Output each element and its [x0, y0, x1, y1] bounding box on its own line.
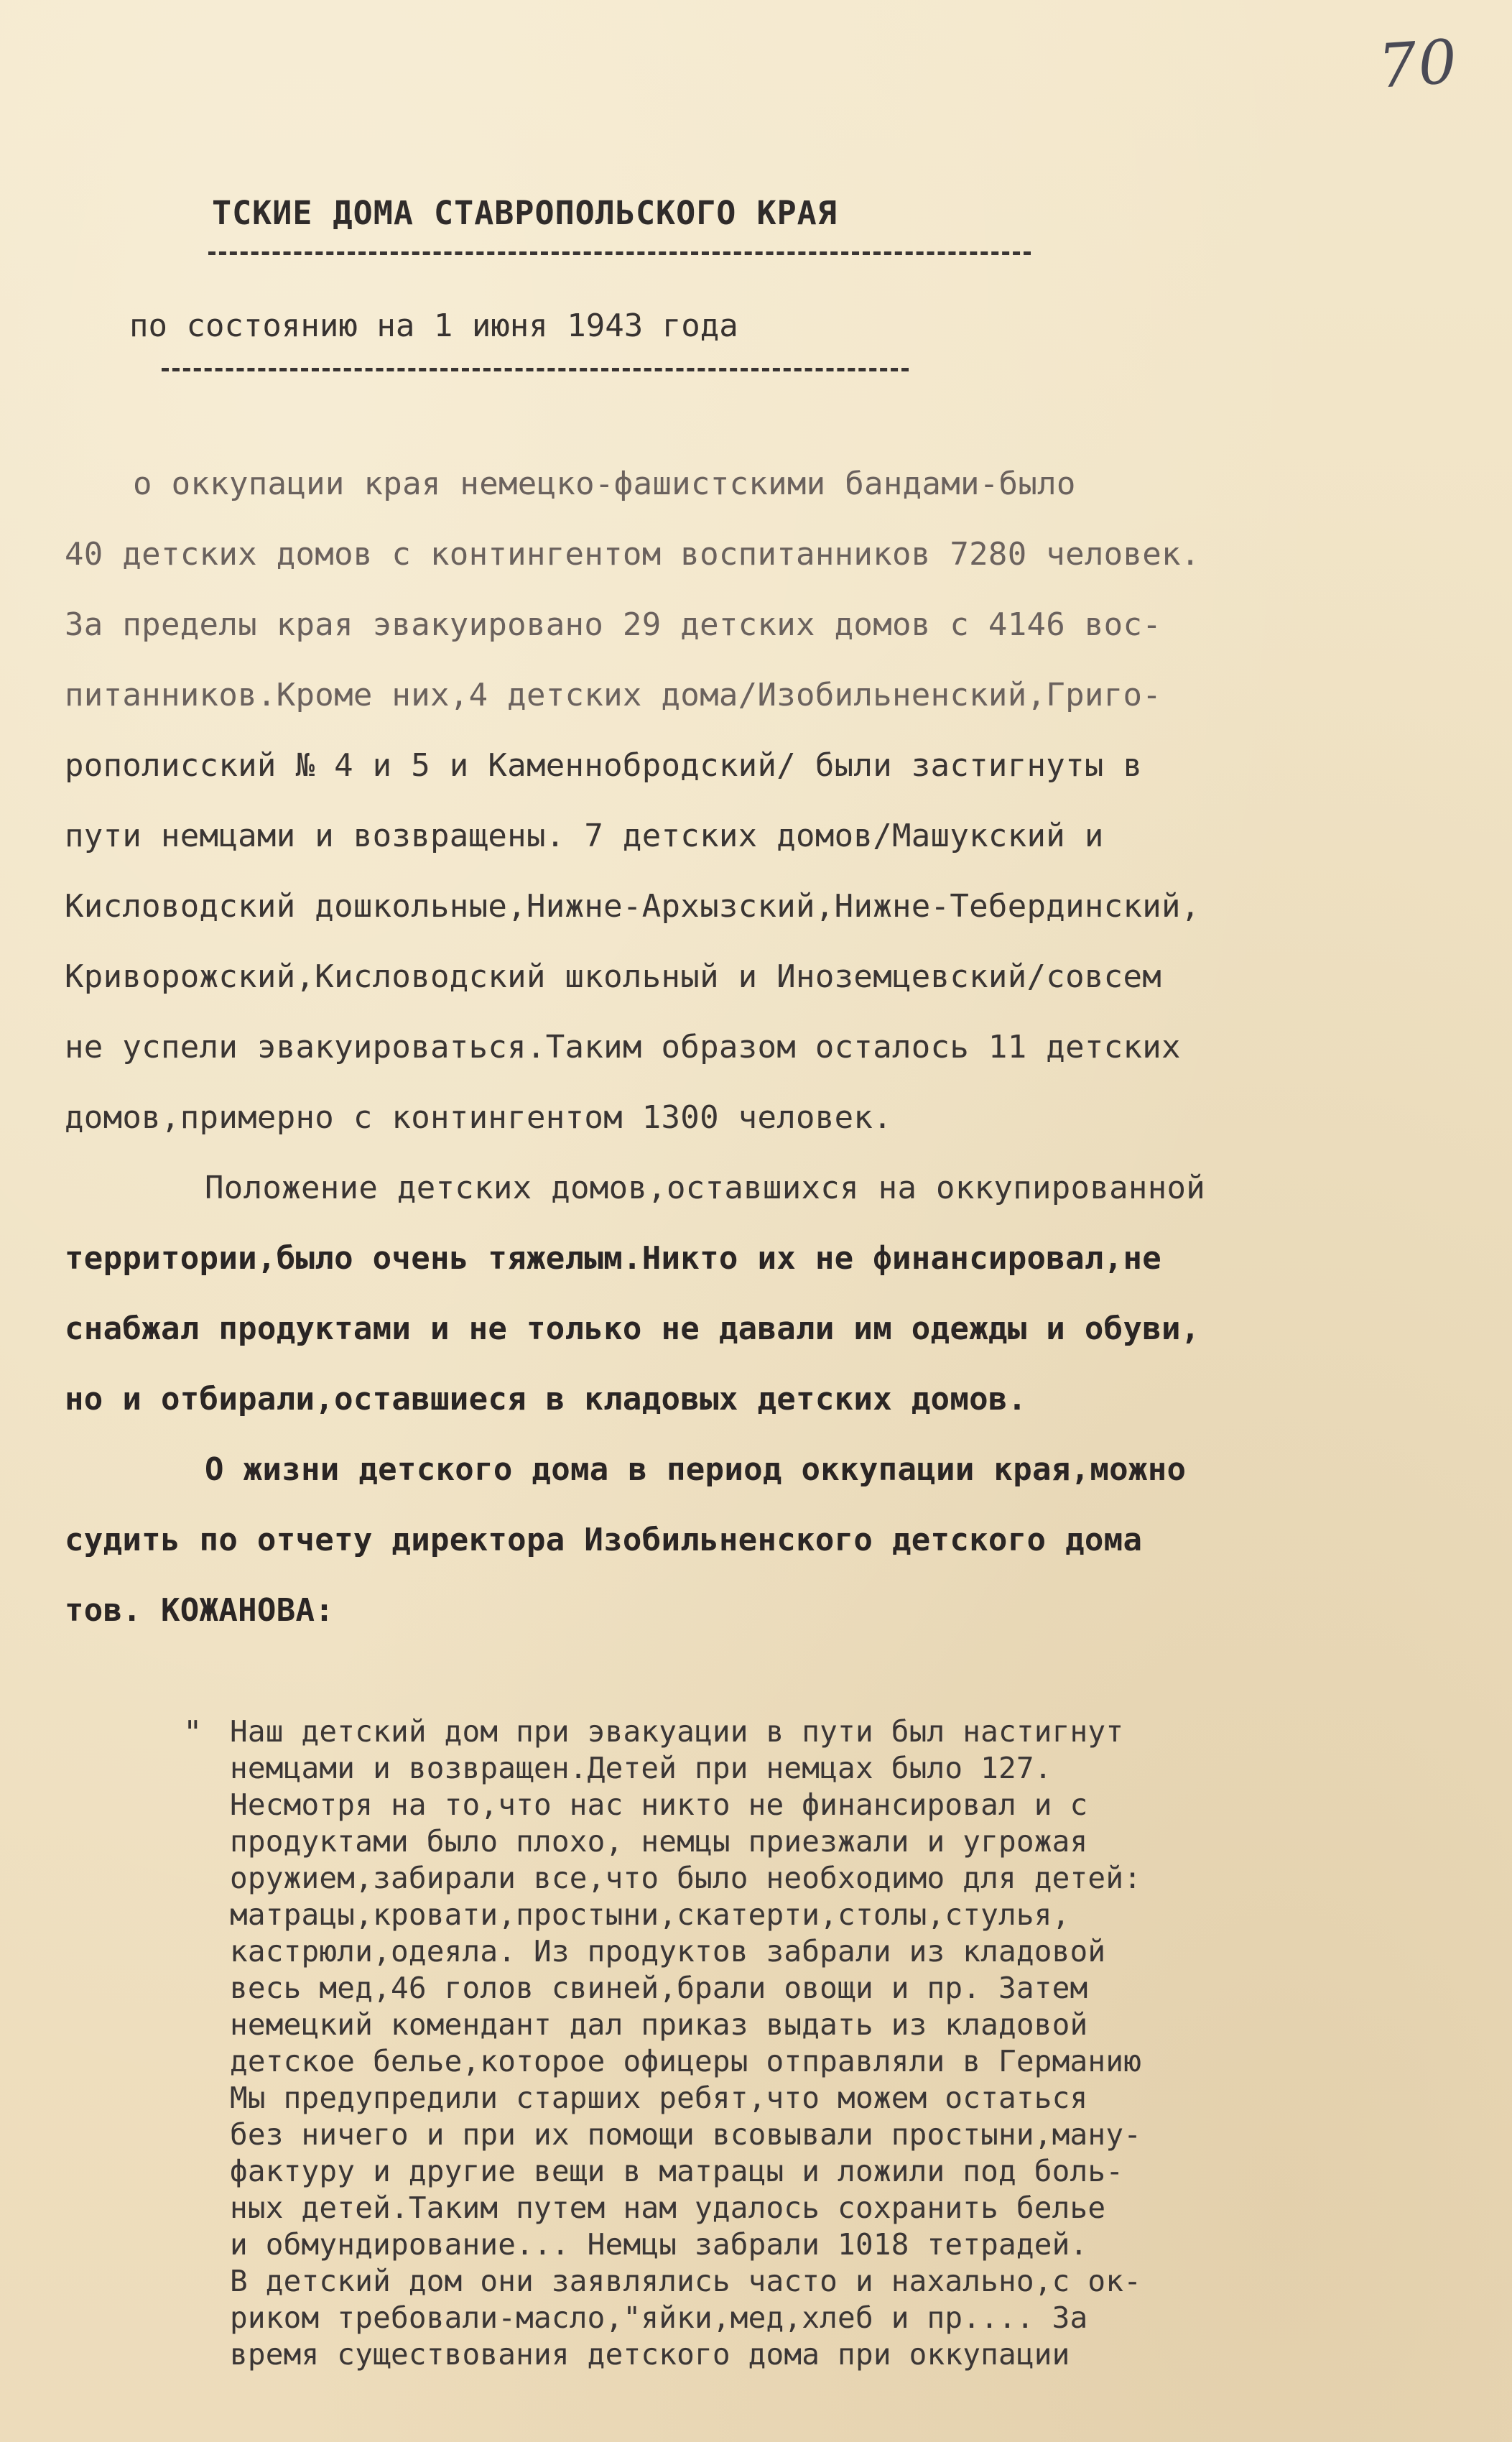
quote-line: немецкий комендант дал приказ выдать из кладовой [230, 2007, 1088, 2042]
quote-line: кастрюли,одеяла. Из продуктов забрали из кладовой [230, 1934, 1106, 1969]
text-line: О жизни детского дома в период оккупации края,можно [205, 1451, 1187, 1488]
quote-line: фактуру и другие вещи в матрацы и ложили под боль- [230, 2154, 1124, 2188]
quote-line: весь мед,46 голов свиней,брали овощи и пр. Затем [230, 1971, 1088, 2005]
quote-line: риком требовали-масло,"яйки,мед,хлеб и пр.... За [230, 2300, 1088, 2335]
quote-line: Наш детский дом при эвакуации в пути был настигнут [230, 1714, 1124, 1749]
text-line: тов. КОЖАНОВА: [65, 1592, 335, 1629]
text-line: 40 детских домов с контингентом воспитанников 7280 человек. [65, 536, 1200, 573]
text-line: Кисловодский дошкольные,Нижне-Архызский,Нижне-Тебердинский, [65, 888, 1200, 925]
text-line: домов,примерно с контингентом 1300 человек. [65, 1099, 892, 1136]
quoted-report [188, 1713, 1481, 2373]
quote-line: без ничего и при их помощи всовывали простыни,ману- [230, 2117, 1142, 2152]
quote-line: оружием,забирали все,что было необходимо для детей: [230, 1861, 1142, 1895]
text-line: Положение детских домов,оставшихся на оккупированной [205, 1170, 1206, 1206]
title-underline [208, 251, 1031, 255]
text-line: территории,было очень тяжелым.Никто их не финансировал,не [65, 1240, 1162, 1277]
text-line: Криворожский,Кисловодский школьный и Иноземцевский/совсем [65, 958, 1162, 995]
quote-line: Несмотря на то,что нас никто не финансировал и с [230, 1787, 1088, 1822]
text-line: о оккупации края немецко-фашистскими бандами-было [133, 466, 1076, 502]
text-line: снабжал продуктами и не только не давали им одежды и обуви, [65, 1310, 1200, 1347]
quote-line: продуктами было плохо, немцы приезжали и угрожая [230, 1824, 1088, 1859]
document-subtitle: по состоянию на 1 июня 1943 года [129, 307, 738, 344]
quote-line: и обмундирование... Немцы забрали 1018 тетрадей. [230, 2227, 1088, 2262]
folio-number: 70 [1376, 26, 1461, 102]
document-title: ТСКИЕ ДОМА СТАВРОПОЛЬСКОГО КРАЯ [212, 194, 838, 232]
quote-line: время существования детского дома при оккупации [230, 2337, 1070, 2372]
text-line: но и отбирали,оставшиеся в кладовых детских домов. [65, 1381, 1027, 1417]
quote-line: ных детей.Таким путем нам удалось сохранить белье [230, 2191, 1106, 2225]
quote-line: немцами и возвращен.Детей при немцах было 127. [230, 1751, 1052, 1785]
text-line: не успели эвакуироваться.Таким образом осталось 11 детских [65, 1029, 1181, 1065]
text-line: пути немцами и возвращены. 7 детских домов/Машукский и [65, 818, 1104, 854]
quote-line: В детский дом они заявлялись часто и нахально,с ок- [230, 2264, 1142, 2298]
quote-line: Мы предупредили старших ребят,что можем остаться [230, 2081, 1088, 2115]
quote-line: детское белье,которое офицеры отправляли в Германию [230, 2044, 1142, 2078]
quote-line: матрацы,кровати,простыни,скатерти,столы,стулья, [230, 1897, 1070, 1932]
text-line: рополисский № 4 и 5 и Каменнобродский/ были застигнуты в [65, 747, 1143, 784]
text-line: судить по отчету директора Изобильненского детского дома [65, 1522, 1143, 1558]
quote-mark: " [183, 1714, 203, 1751]
text-line: За пределы края эвакуировано 29 детских домов с 4146 вос- [65, 606, 1162, 643]
body-text [65, 449, 1472, 1646]
subtitle-underline [162, 368, 909, 371]
text-line: питанников.Кроме них,4 детских дома/Изобильненский,Григо- [65, 677, 1162, 713]
